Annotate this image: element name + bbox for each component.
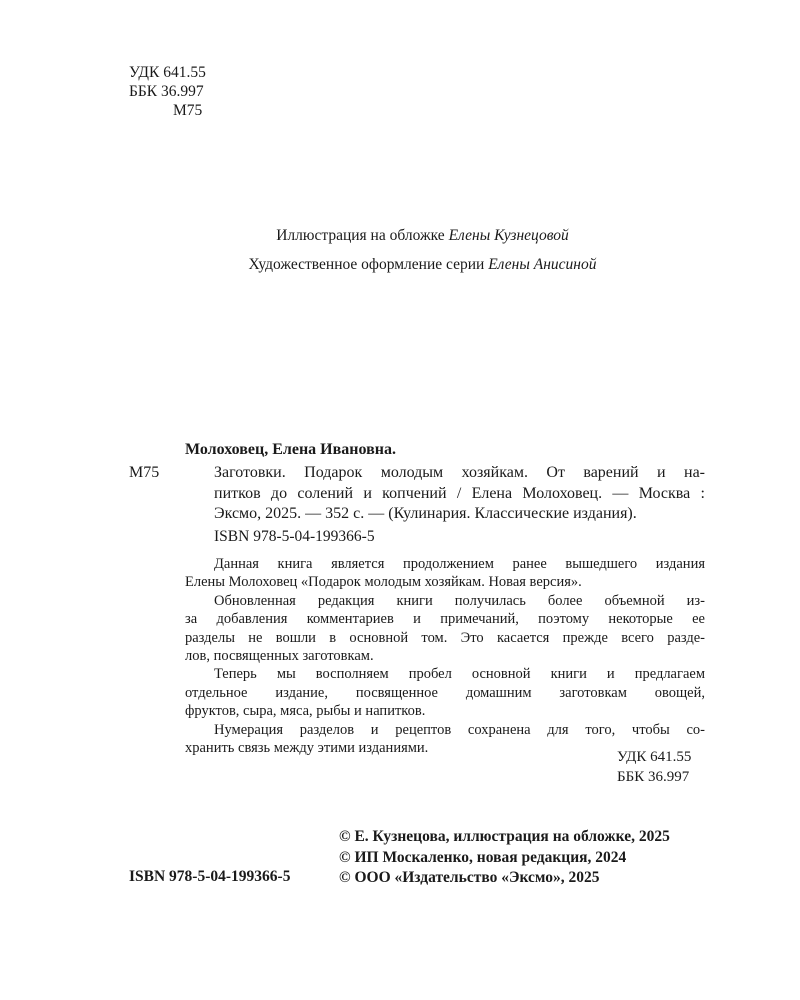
annotation-line: Нумерация разделов и рецептов сохранена для того, чтобы со-: [214, 721, 705, 738]
author-sign-bib: М75: [129, 464, 160, 481]
description-line: Заготовки. Подарок молодым хозяйкам. От варений и на-: [214, 464, 705, 481]
annotation-line: Теперь мы восполняем пробел основной книги и предлагаем: [214, 666, 705, 683]
isbn: ISBN 978-5-04-199366-5: [214, 528, 375, 545]
annotation-line: хранить связь между этими изданиями.: [185, 740, 429, 757]
annotation-line: Елены Молоховец «Подарок молодым хозяйкам. Новая версия».: [185, 574, 582, 591]
illustration-credit-label: Иллюстрация на обложке: [276, 227, 449, 244]
copyright-block: [339, 827, 670, 889]
copyright-line: © Е. Кузнецова, иллюстрация на обложке, 2025: [339, 828, 670, 845]
classification-block-top: [129, 63, 206, 120]
copyright-line: © ИП Москаленко, новая редакция, 2024: [339, 848, 627, 866]
annotation-line: отдельное издание, посвященное домашним заготовкам овощей,: [185, 684, 705, 701]
description-line: Эксмо, 2025. — 352 с. — (Кулинария. Классические издания).: [214, 505, 637, 522]
annotation-line: лов, посвященных заготовкам.: [185, 648, 374, 665]
design-credit: [0, 256, 800, 274]
annotation-line: за добавления комментариев и примечаний, поэтому некоторые ее: [185, 611, 705, 628]
annotation-line: фруктов, сыра, мяса, рыбы и напитков.: [185, 703, 426, 720]
isbn-bottom: ISBN 978-5-04-199366-5: [129, 868, 291, 885]
bbk-code: ББК 36.997: [129, 83, 204, 100]
udk-code: УДК 641.55: [129, 64, 206, 81]
annotation-line: Данная книга является продолжением ранее вышедшего издания: [214, 556, 705, 572]
copyright-line: © ООО «Издательство «Эксмо», 2025: [339, 869, 600, 886]
annotation-line: разделы не вошли в основной том. Это касается прежде всего разде-: [185, 629, 705, 646]
author-heading: Молоховец, Елена Ивановна.: [185, 441, 396, 458]
classification-block-bottom: [617, 748, 691, 787]
author-sign: М75: [173, 102, 203, 119]
annotation: [185, 555, 705, 757]
design-credit-name: Елены Анисиной: [488, 256, 597, 273]
illustration-credit: [0, 227, 800, 245]
bibliographic-description: [214, 463, 705, 525]
description-line: питков до солений и копчений / Елена Молоховец. — Москва :: [214, 484, 705, 502]
udk-code-bottom: УДК 641.55: [617, 749, 692, 765]
design-credit-label: Художественное оформление серии: [248, 256, 489, 273]
annotation-line: Обновленная редакция книги получилась более объемной из-: [214, 592, 705, 609]
bbk-code-bottom: ББК 36.997: [617, 768, 690, 785]
illustration-credit-name: Елены Кузнецовой: [448, 227, 569, 244]
